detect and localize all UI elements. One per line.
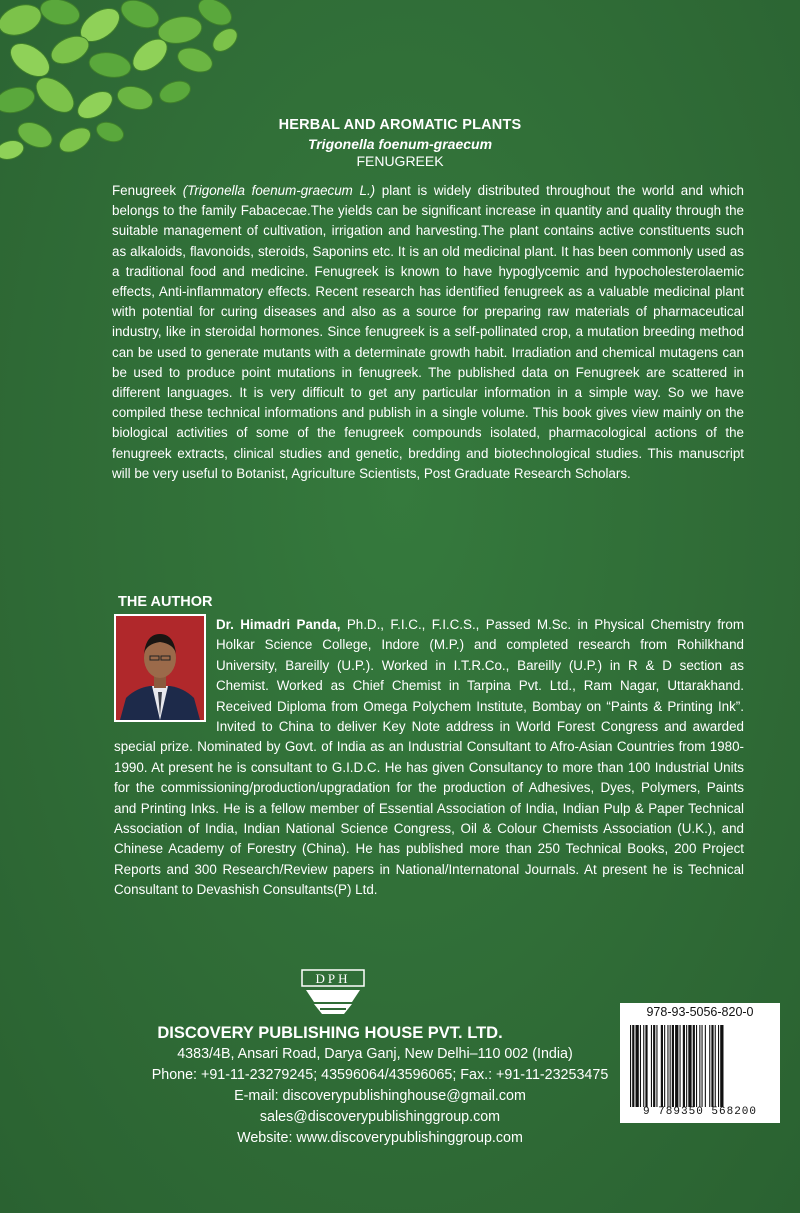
isbn-barcode-box <box>620 1003 780 1123</box>
barcode-bar <box>696 1025 697 1107</box>
barcode-bar <box>702 1025 703 1107</box>
barcode-bar <box>664 1025 665 1107</box>
publisher-name: DISCOVERY PUBLISHING HOUSE PVT. LTD. <box>157 1024 503 1042</box>
publisher-info <box>0 1022 620 1149</box>
barcode-bar <box>667 1025 668 1107</box>
barcode-bar <box>636 1025 639 1107</box>
barcode-bar <box>672 1025 674 1107</box>
isbn-label: 978-93-5056-820-0 <box>646 1005 754 1019</box>
barcode-bar <box>715 1025 716 1107</box>
description-scientific-name: (Trigonella foenum-graecum L.) <box>182 183 376 198</box>
publisher-email: E-mail: discoverypublishinghouse@gmail.com <box>234 1088 526 1104</box>
barcode-bar <box>709 1025 710 1107</box>
barcode-bar <box>656 1025 657 1107</box>
barcode-bar <box>632 1025 634 1107</box>
title-block <box>0 116 800 170</box>
barcode-bar <box>705 1025 706 1107</box>
barcode-bar <box>640 1025 641 1107</box>
barcode-bar <box>680 1025 681 1107</box>
barcode-bar <box>683 1025 685 1107</box>
barcode-bar <box>630 1025 631 1107</box>
barcode-bar <box>651 1025 652 1107</box>
publisher-address: 4383/4B, Ansari Road, Darya Ganj, New Delhi–110 002 (India) <box>177 1046 573 1062</box>
barcode <box>628 1025 772 1107</box>
barcode-bar <box>645 1025 647 1107</box>
barcode-bar <box>675 1025 678 1107</box>
common-name: FENUGREEK <box>356 153 444 169</box>
scientific-name: Trigonella foenum-graecum <box>307 136 493 152</box>
barcode-bar <box>688 1025 691 1107</box>
barcode-bar <box>699 1025 700 1107</box>
barcode-bar <box>653 1025 655 1107</box>
category-heading: HERBAL AND AROMATIC PLANTS <box>278 117 522 133</box>
author-section-title: THE AUTHOR <box>118 594 213 610</box>
barcode-bar <box>661 1025 663 1107</box>
logo-text: DPH <box>315 971 351 986</box>
author-bio-text: Ph.D., F.I.C., F.I.C.S., Passed M.Sc. in Physical Chemistry from Holkar Science College, Indore (M.P.) and completed research from Rohilkhand University, Bareilly (U.P.). Worked in I.T.R.Co., Bareilly (U.P.) in R & D section as Chemist. Worked as Chief Chemist in Tarpina Pvt. Ltd., Ram Nagar, Uttarakhand. Received Diploma from Omega Polychem Institute, Bombay on “Paints & Printing Ink”. Invited to China to deliver Key Note address in World Forest Congress and awarded special prize. Nominated by Govt. of India as an Industrial Consultant to Afro-Asian Countries from 1980-1990. At present he is consultant to G.I.D.C. He has given Consultancy to more than 100 Industrial Units for the commissioning/production/upgradation for the production of Adhesives, Dyes, Polymers, Paints and Printing Inks. He is a fellow member of Essential Association of India, Indian Pulp & Paper Technical Association of India, Indian National Science Congress, Oil & Colour Chemists Association (U.K.), and Chinese Academy of Forestry (China). He has published more than 250 Technical Books, 200 Project Reports and 300 Research/Review papers in National/Internatonal Journals. At present he is Technical Consultant to Devashish Consultants(P) Ltd. <box>114 617 744 898</box>
description-body: plant is widely distributed throughout the world and which belongs to the family Fabacecae.The yields can be significant increase in quantity and quality through the suitable management of cultivation, irrigation and harvesting.The plant contains active constituents such as alkaloids, flavonoids, steroids, Saponins etc. It is an old medicinal plant. It has been commonly used as a traditional food and medicine. Fenugreek is known to have hypoglycemic and hypocholesterolaemic effects, Anti-inflammatory effects. Recent research has identified fenugreek as a valuable medicinal plant with potential for curing diseases and also as a source for preparing raw materials of pharmaceutical industry, like in steroidal hormones. Since fenugreek is a self-pollinated crop, a mutation breeding method can be used to generate mutants with a determinate growth habit. Irradiation and chemical mutagens can be used to produce point mutations in fenugreek. The published data on Fenugreek are scattered in different languages. It is very difficult to get any particular information in a simple way. So we have compiled these technical informations and publish in a single volume. This book gives view mainly on the biological activities of some of the fenugreek compounds isolated, pharmacological actions of the fenugreek extracts, clinical studies and genetic, bredding and biotechnological studies. This manuscript will be very useful to Botanist, Agriculture Scientists, Post Graduate Research Scholars. <box>112 183 744 481</box>
barcode-digits: 9 789350 568200 <box>642 1106 758 1118</box>
barcode-bar <box>686 1025 687 1107</box>
barcode-bar <box>720 1025 723 1107</box>
description-intro: Fenugreek <box>112 183 183 198</box>
publisher-website: Website: www.discoverypublishinggroup.com <box>237 1130 523 1146</box>
publisher-sales-email: sales@discoverypublishinggroup.com <box>259 1109 501 1125</box>
dph-logo <box>300 968 366 1018</box>
book-description <box>112 181 744 484</box>
barcode-bar <box>711 1025 713 1107</box>
author-name: Dr. Himadri Panda, <box>216 617 341 632</box>
barcode-bar <box>643 1025 644 1107</box>
barcode-bar <box>718 1025 719 1107</box>
barcode-bar <box>670 1025 671 1107</box>
author-bio <box>114 615 744 901</box>
barcode-bar <box>693 1025 695 1107</box>
publisher-phone: Phone: +91-11-23279245; 43596064/43596065; Fax.: +91-11-23253475 <box>151 1067 609 1083</box>
